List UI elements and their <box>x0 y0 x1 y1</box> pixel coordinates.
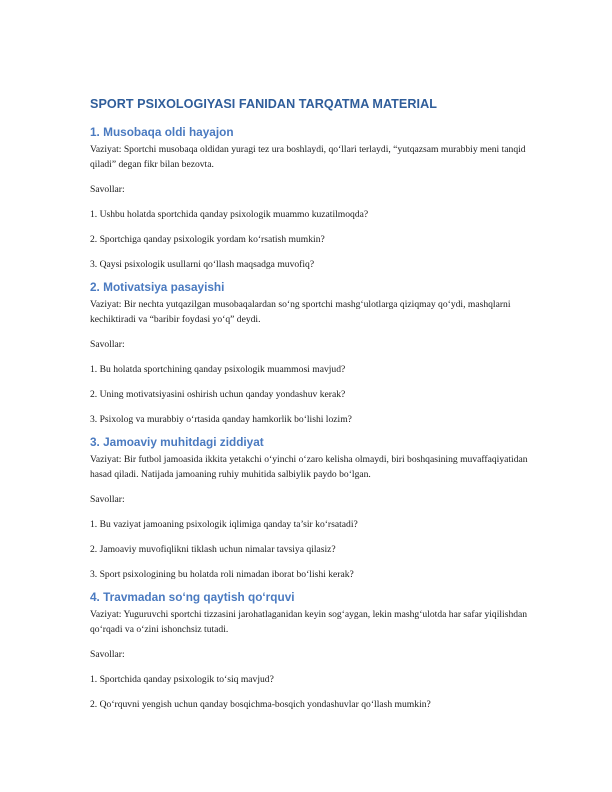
document-title: SPORT PSIXOLOGIYASI FANIDAN TARQATMA MATERIAL <box>90 97 437 111</box>
questions-label: Savollar: <box>90 184 125 195</box>
question-item: 3. Qaysi psixologik usullarni qo‘llash maqsadga muvofiq? <box>90 259 315 270</box>
questions-label: Savollar: <box>90 339 125 350</box>
section-team-conflict <box>90 435 530 582</box>
questions-label: Savollar: <box>90 494 125 505</box>
scenario-text: Vaziyat: Yuguruvchi sportchi tizzasini jarohatlaganidan keyin sog‘aygan, lekin mashg‘ulotda har safar yiqilishdan qo‘rqadi va o‘zini ishonchsiz tutadi. <box>90 609 528 635</box>
section-return-after-injury <box>90 590 530 712</box>
section-heading: 2. Motivatsiya pasayishi <box>90 280 225 294</box>
scenario-text: Vaziyat: Sportchi musobaqa oldidan yuragi tez ura boshlaydi, qo‘llari terlaydi, “yutqazsam murabbiy meni tanqid qiladi” degan fikr bilan bezovta. <box>90 144 526 170</box>
scenario-text: Vaziyat: Bir nechta yutqazilgan musobaqalardan so‘ng sportchi mashg‘ulotlarga qiziqmay qo‘ydi, mashqlarni kechiktiradi va “baribir foydasi yo‘q” deydi. <box>90 299 511 325</box>
question-item: 2. Jamoaviy muvofiqlikni tiklash uchun nimalar tavsiya qilasiz? <box>90 544 336 555</box>
scenario-text: Vaziyat: Bir futbol jamoasida ikkita yetakchi o‘yinchi o‘zaro kelisha olmaydi, biri boshqasining muvaffaqiyatidan hasad qiladi. Natijada jamoaning ruhiy muhitida salbiylik paydo bo‘lgan. <box>90 454 528 480</box>
section-motivation-decline <box>90 280 530 427</box>
section-heading: 3. Jamoaviy muhitdagi ziddiyat <box>90 435 264 449</box>
document-page <box>90 96 530 720</box>
section-heading: 4. Travmadan so‘ng qaytish qo‘rquvi <box>90 590 295 604</box>
question-item: 3. Psixolog va murabbiy o‘rtasida qanday hamkorlik bo‘lishi lozim? <box>90 414 352 425</box>
question-item: 3. Sport psixologining bu holatda roli nimadan iborat bo‘lishi kerak? <box>90 569 354 580</box>
question-item: 1. Bu vaziyat jamoaning psixologik iqlimiga qanday ta’sir ko‘rsatadi? <box>90 519 358 530</box>
section-pre-competition-anxiety <box>90 125 530 272</box>
question-item: 2. Uning motivatsiyasini oshirish uchun qanday yondashuv kerak? <box>90 389 346 400</box>
question-item: 2. Sportchiga qanday psixologik yordam ko‘rsatish mumkin? <box>90 234 325 245</box>
question-item: 1. Ushbu holatda sportchida qanday psixologik muammo kuzatilmoqda? <box>90 209 369 220</box>
question-item: 2. Qo‘rquvni yengish uchun qanday bosqichma-bosqich yondashuvlar qo‘llash mumkin? <box>90 699 431 710</box>
questions-label: Savollar: <box>90 649 125 660</box>
question-item: 1. Bu holatda sportchining qanday psixologik muammosi mavjud? <box>90 364 346 375</box>
section-heading: 1. Musobaqa oldi hayajon <box>90 125 234 139</box>
question-item: 1. Sportchida qanday psixologik to‘siq mavjud? <box>90 674 274 685</box>
